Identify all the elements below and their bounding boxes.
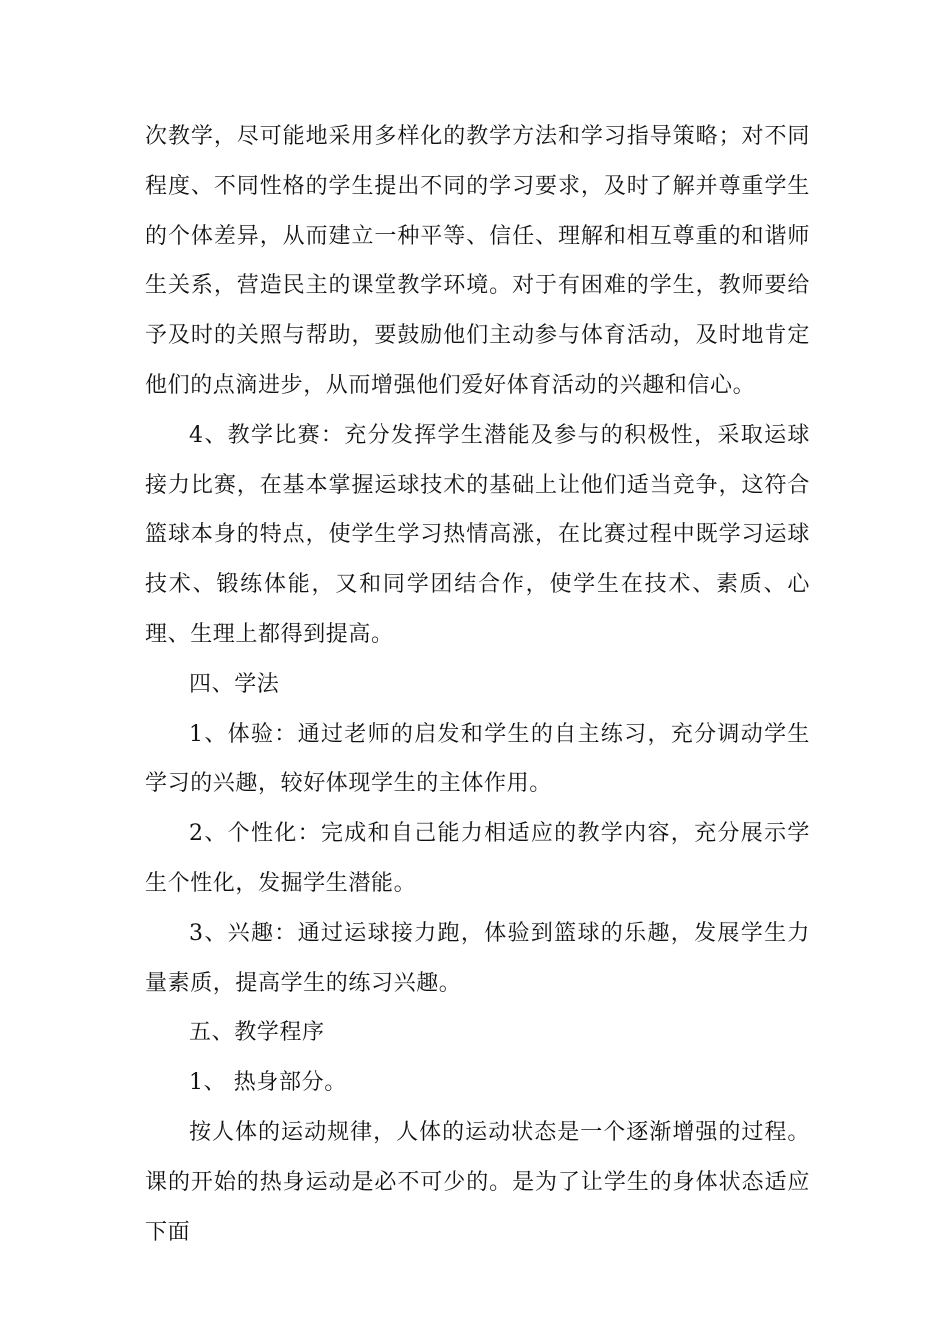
paragraph-teaching-competition: 4、教学比赛：充分发挥学生潜能及参与的积极性，采取运球接力比赛，在基本掌握运球技术的基础上让他们适当竞争，这符合篮球本身的特点，使学生学习热情高涨，在比赛过程中既学习运球技术、锻练体能，又和同学团结合作，使学生在技术、素质、心理、生理上都得到提高。: [145, 422, 810, 647]
document-page: [145, 112, 810, 1257]
paragraph-warmup-description: 按人体的运动规律，人体的运动状态是一个逐渐增强的过程。课的开始的热身运动是必不可少的。是为了让学生的身体状态适应下面: [145, 1119, 810, 1245]
paragraph-personalization: 2、个性化：完成和自己能力相适应的教学内容，充分展示学生个性化，发掘学生潜能。: [145, 821, 810, 896]
paragraph-experience: 1、体验：通过老师的启发和学生的自主练习，充分调动学生学习的兴趣，较好体现学生的主体作用。: [145, 721, 810, 797]
subheading-warmup: 1、 热身部分。: [189, 1070, 347, 1096]
section-heading-learning-methods: 四、学法: [189, 671, 280, 697]
section-heading-teaching-procedure: 五、教学程序: [189, 1020, 325, 1046]
paragraph-interest: 3、兴趣：通过运球接力跑，体验到篮球的乐趣，发展学生力量素质，提高学生的练习兴趣。: [145, 920, 810, 996]
paragraph-continuation: 次教学，尽可能地采用多样化的教学方法和学习指导策略；对不同程度、不同性格的学生提出不同的学习要求，及时了解并尊重学生的个体差异，从而建立一种平等、信任、理解和相互尊重的和谐师生关系，营造民主的课堂教学环境。对于有困难的学生，教师要给予及时的关照与帮助，要鼓励他们主动参与体育活动，及时地肯定他们的点滴进步，从而增强他们爱好体育活动的兴趣和信心。: [145, 124, 810, 398]
